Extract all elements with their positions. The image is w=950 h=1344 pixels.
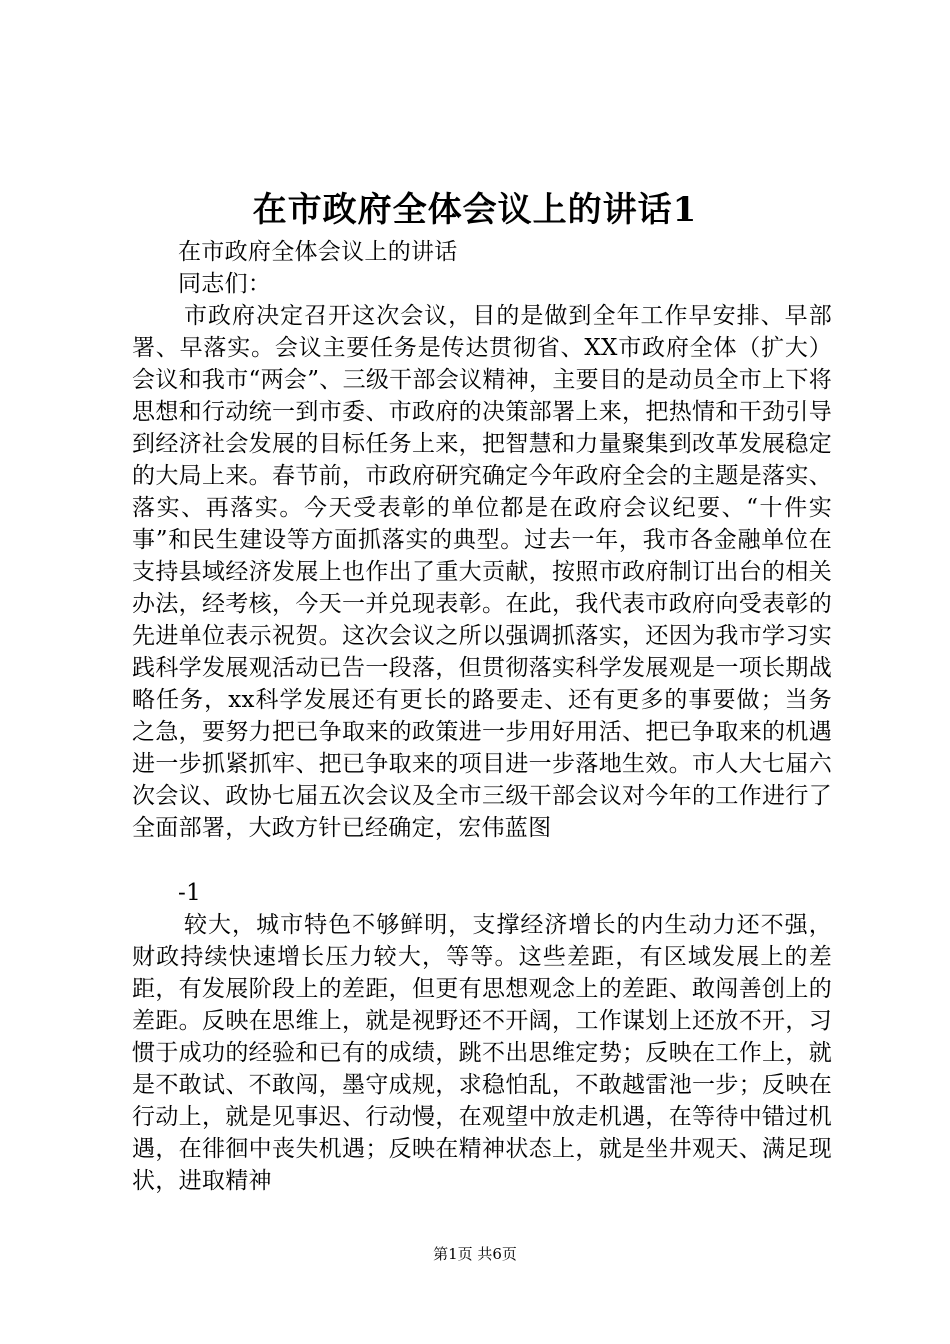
page-footer: 第1页 共6页 [433, 1245, 517, 1263]
page-marker: -1 [178, 880, 202, 906]
salutation: 同志们： [178, 271, 272, 297]
document-title: 在市政府全体会议上的讲话1 [252, 190, 698, 230]
body-paragraph-1: 市政府决定召开这次会议，目的是做到全年工作早安排、早部署、早落实。会议主要任务是传达贯彻省、XX市政府全体（扩大）会议和我市“两会”、三级干部会议精神，主要目的是动员全市上下将思想和行动统一到市委、市政府的决策部署上来，把热情和干劲引导到经济社会发展的目标任务上来，把智慧和力量聚集到改革发展稳定的大局上来。春节前，市政府研究确定今年政府全会的主题是落实、落实、再落实。今天受表彰的单位都是在政府会议纪要、“十件实事”和民生建设等方面抓落实的典型。过去一年，我市各金融单位在支持县域经济发展上也作出了重大贡献，按照市政府制订出台的相关办法，经考核，今天一并兑现表彰。在此，我代表市政府向受表彰的先进单位表示祝贺。这次会议之所以强调抓落实，还因为我市学习实践科学发展观活动已告一段落，但贯彻落实科学发展观是一项长期战略任务，xx科学发展还有更长的路要走、还有更多的事要做；当务之急，要努力把已争取来的政策进一步用好用活、把已争取来的机遇进一步抓紧抓牢、把已争取来的项目进一步落地生效。市人大七届六次会议、政协七届五次会议及全市三级干部会议对今年的工作进行了全面部署，大政方针已经确定，宏伟蓝图 [132, 303, 832, 841]
body-paragraph-2: 较大，城市特色不够鲜明，支撑经济增长的内生动力还不强，财政持续快速增长压力较大，等等。这些差距，有区域发展上的差距，有发展阶段上的差距，但更有思想观念上的差距、敢闯善创上的差距。反映在思维上，就是视野还不开阔，工作谋划上还放不开，习惯于成功的经验和已有的成绩，跳不出思维定势；反映在工作上，就是不敢试、不敢闯，墨守成规，求稳怕乱，不敢越雷池一步；反映在行动上，就是见事迟、行动慢，在观望中放走机遇，在等待中错过机遇，在徘徊中丧失机遇；反映在精神状态上，就是坐井观天、满足现状，进取精神 [132, 912, 832, 1194]
speech-subtitle: 在市政府全体会议上的讲话 [178, 239, 458, 265]
